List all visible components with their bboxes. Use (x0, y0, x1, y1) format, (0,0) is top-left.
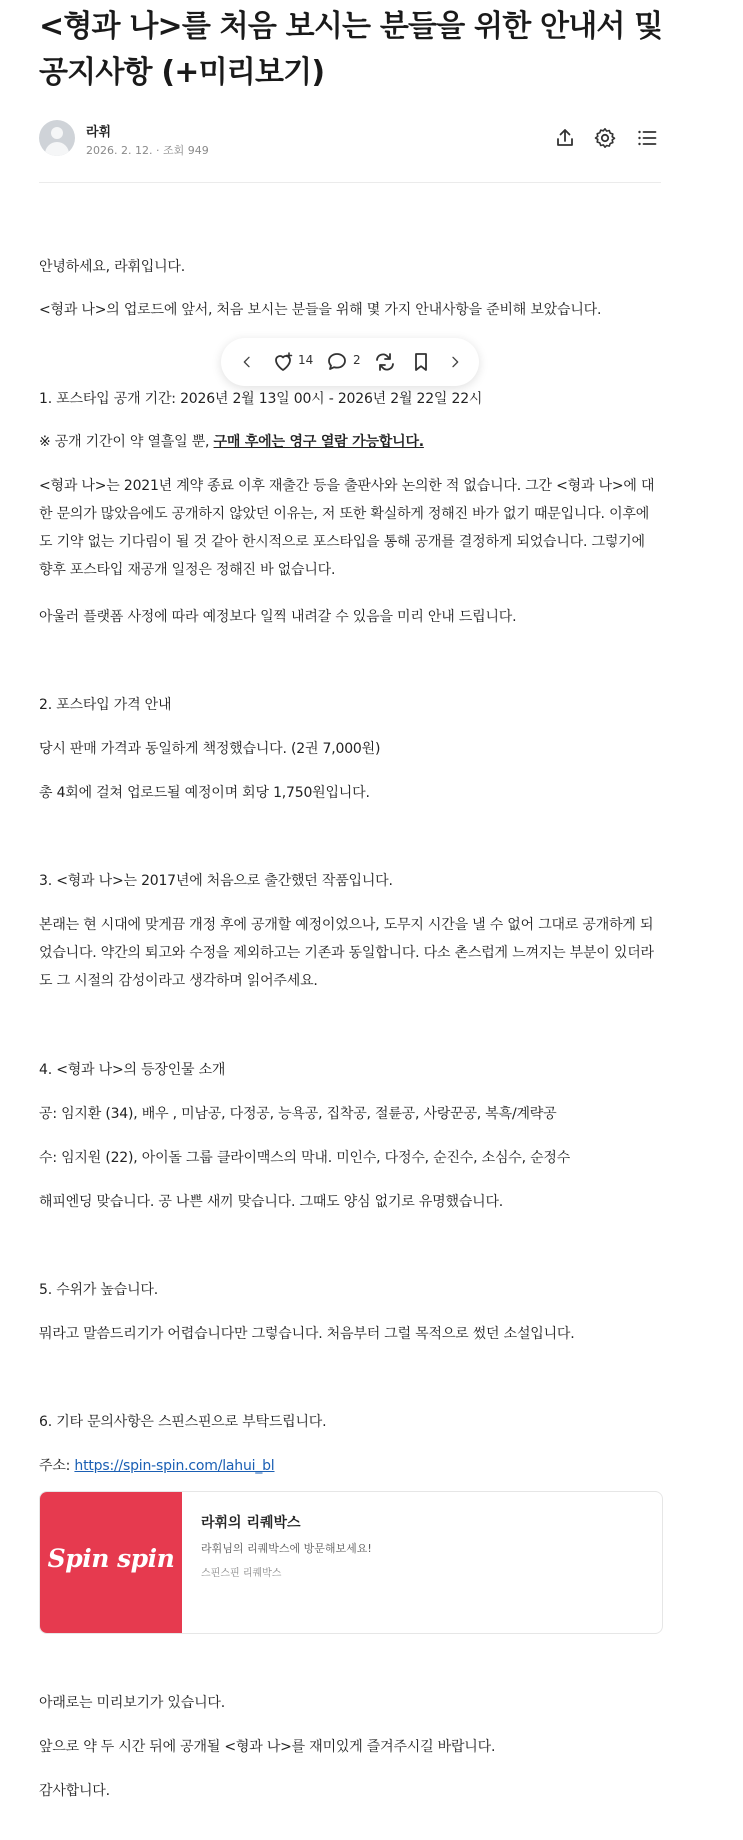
s1-body: <형과 나>는 2021년 계약 종료 이후 재출간 등을 출판사와 논의한 적 없습니다. 그간 <형과 나>에 대한 문의가 많았음에도 공개하지 않았던 이유는, 저 또한 확실하게 정해진 바가 없기 때문입니다. 이후에도 기약 없는 기다림이 될 것 같아 한시적으로 포스타입을 통해 공개를 결정하게 되었습니다. 그렇기에 향후 포스타입 재공개 일정은 정해진 바 없습니다. (39, 478, 655, 578)
share-upload-icon[interactable] (553, 126, 577, 150)
post-meta: 2026. 2. 12. · 조회 949 (86, 144, 209, 157)
s4-su: 수: 임지원 (22), 아이돌 그룹 클라이맥스의 막내. 미인수, 다정수, 순진수, 소심수, 순정수 (39, 1150, 571, 1166)
spinspin-logo: Spin spin (47, 1544, 175, 1573)
link-preview-card[interactable] (39, 1491, 663, 1634)
s5-heading: 5. 수위가 높습니다. (39, 1282, 158, 1298)
s2-heading: 2. 포스타입 가격 안내 (39, 697, 172, 713)
post-toolbar (551, 126, 661, 150)
outro-2: 앞으로 약 두 시간 뒤에 공개될 <형과 나>를 재미있게 즐겨주시길 바랍니다. (39, 1739, 496, 1755)
spinspin-link[interactable]: https://spin-spin.com/lahui_bl (74, 1458, 275, 1474)
comment-icon[interactable] (325, 350, 349, 374)
s1-note-emphasis: 구매 후에는 영구 열람 가능합니다. (213, 434, 424, 450)
list-icon[interactable] (635, 126, 659, 150)
s6-heading: 6. 기타 문의사항은 스핀스핀으로 부탁드립니다. (39, 1414, 327, 1430)
intro: <형과 나>의 업로드에 앞서, 처음 보시는 분들을 위해 몇 가지 안내사항을 준비해 보았습니다. (39, 302, 602, 318)
s2-line-2: 총 4회에 걸쳐 업로드될 예정이며 회당 1,750원입니다. (39, 785, 370, 801)
gear-icon[interactable] (593, 126, 617, 150)
s1-body-2: 아울러 플랫폼 사정에 따라 예정보다 일찍 내려갈 수 있음을 미리 안내 드립니다. (39, 609, 517, 625)
outro-3: 감사합니다. (39, 1783, 110, 1799)
s6-address-label: 주소: (39, 1458, 75, 1474)
post-title: <형과 나>를 처음 보시는 분들을 위한 안내서 및 공지사항 (+미리보기) (39, 9, 663, 90)
card-description: 라휘님의 리퀘박스에 방문해보세요! (201, 1542, 372, 1555)
s4-note: 해피엔딩 맞습니다. 공 나쁜 새끼 맞습니다. 그때도 양심 없기로 유명했습니다. (39, 1194, 504, 1210)
comment-count: 2 (353, 353, 361, 367)
s3-heading: 3. <형과 나>는 2017년에 처음으로 출간했던 작품입니다. (39, 873, 393, 889)
s6-address (39, 1452, 661, 1480)
header-divider (39, 182, 661, 183)
like-heart-icon[interactable] (271, 350, 295, 374)
s1-heading: 1. 포스타입 공개 기간: 2026년 2월 13일 00시 - 2026년 2월 22일 22시 (39, 391, 483, 407)
card-source: 스핀스핀 리퀘박스 (201, 1568, 282, 1579)
s4-gong: 공: 임지환 (34), 배우 , 미남공, 다정공, 능욕공, 집착공, 절륜공, 사랑꾼공, 복흑/계략공 (39, 1106, 557, 1122)
greeting: 안녕하세요, 라휘입니다. (39, 259, 185, 275)
s1-note-prefix: ※ 공개 기간이 약 열흘일 뿐, (39, 434, 214, 450)
chevron-left-icon[interactable] (239, 350, 255, 374)
repost-icon[interactable] (373, 350, 397, 374)
avatar[interactable] (39, 120, 75, 156)
chevron-right-icon[interactable] (447, 350, 463, 374)
s5-body: 뭐라고 말씀드리기가 어렵습니다만 그렇습니다. 처음부터 그럴 목적으로 썼던 소설입니다. (39, 1326, 575, 1342)
card-title: 라휘의 리퀘박스 (201, 1515, 301, 1531)
like-count: 14 (298, 353, 314, 367)
s4-heading: 4. <형과 나>의 등장인물 소개 (39, 1062, 226, 1078)
bookmark-icon[interactable] (409, 350, 433, 374)
s2-line-1: 당시 판매 가격과 동일하게 책정했습니다. (2권 7,000원) (39, 741, 381, 757)
floating-action-bar (221, 338, 479, 386)
author-name[interactable]: 라휘 (86, 125, 112, 140)
s3-body: 본래는 현 시대에 맞게끔 개정 후에 공개할 예정이었으나, 도무지 시간을 낼 수 없어 그대로 공개하게 되었습니다. 약간의 퇴고와 수정을 제외하고는 기존과 동일합니다. 다소 촌스럽게 느껴지는 부분이 있더라도 그 시절의 감성이라고 생각하며 읽어주세요. (39, 917, 654, 989)
outro-1: 아래로는 미리보기가 있습니다. (39, 1695, 225, 1711)
card-thumbnail (40, 1492, 182, 1633)
author-row (39, 118, 661, 162)
s1-note (39, 428, 661, 456)
